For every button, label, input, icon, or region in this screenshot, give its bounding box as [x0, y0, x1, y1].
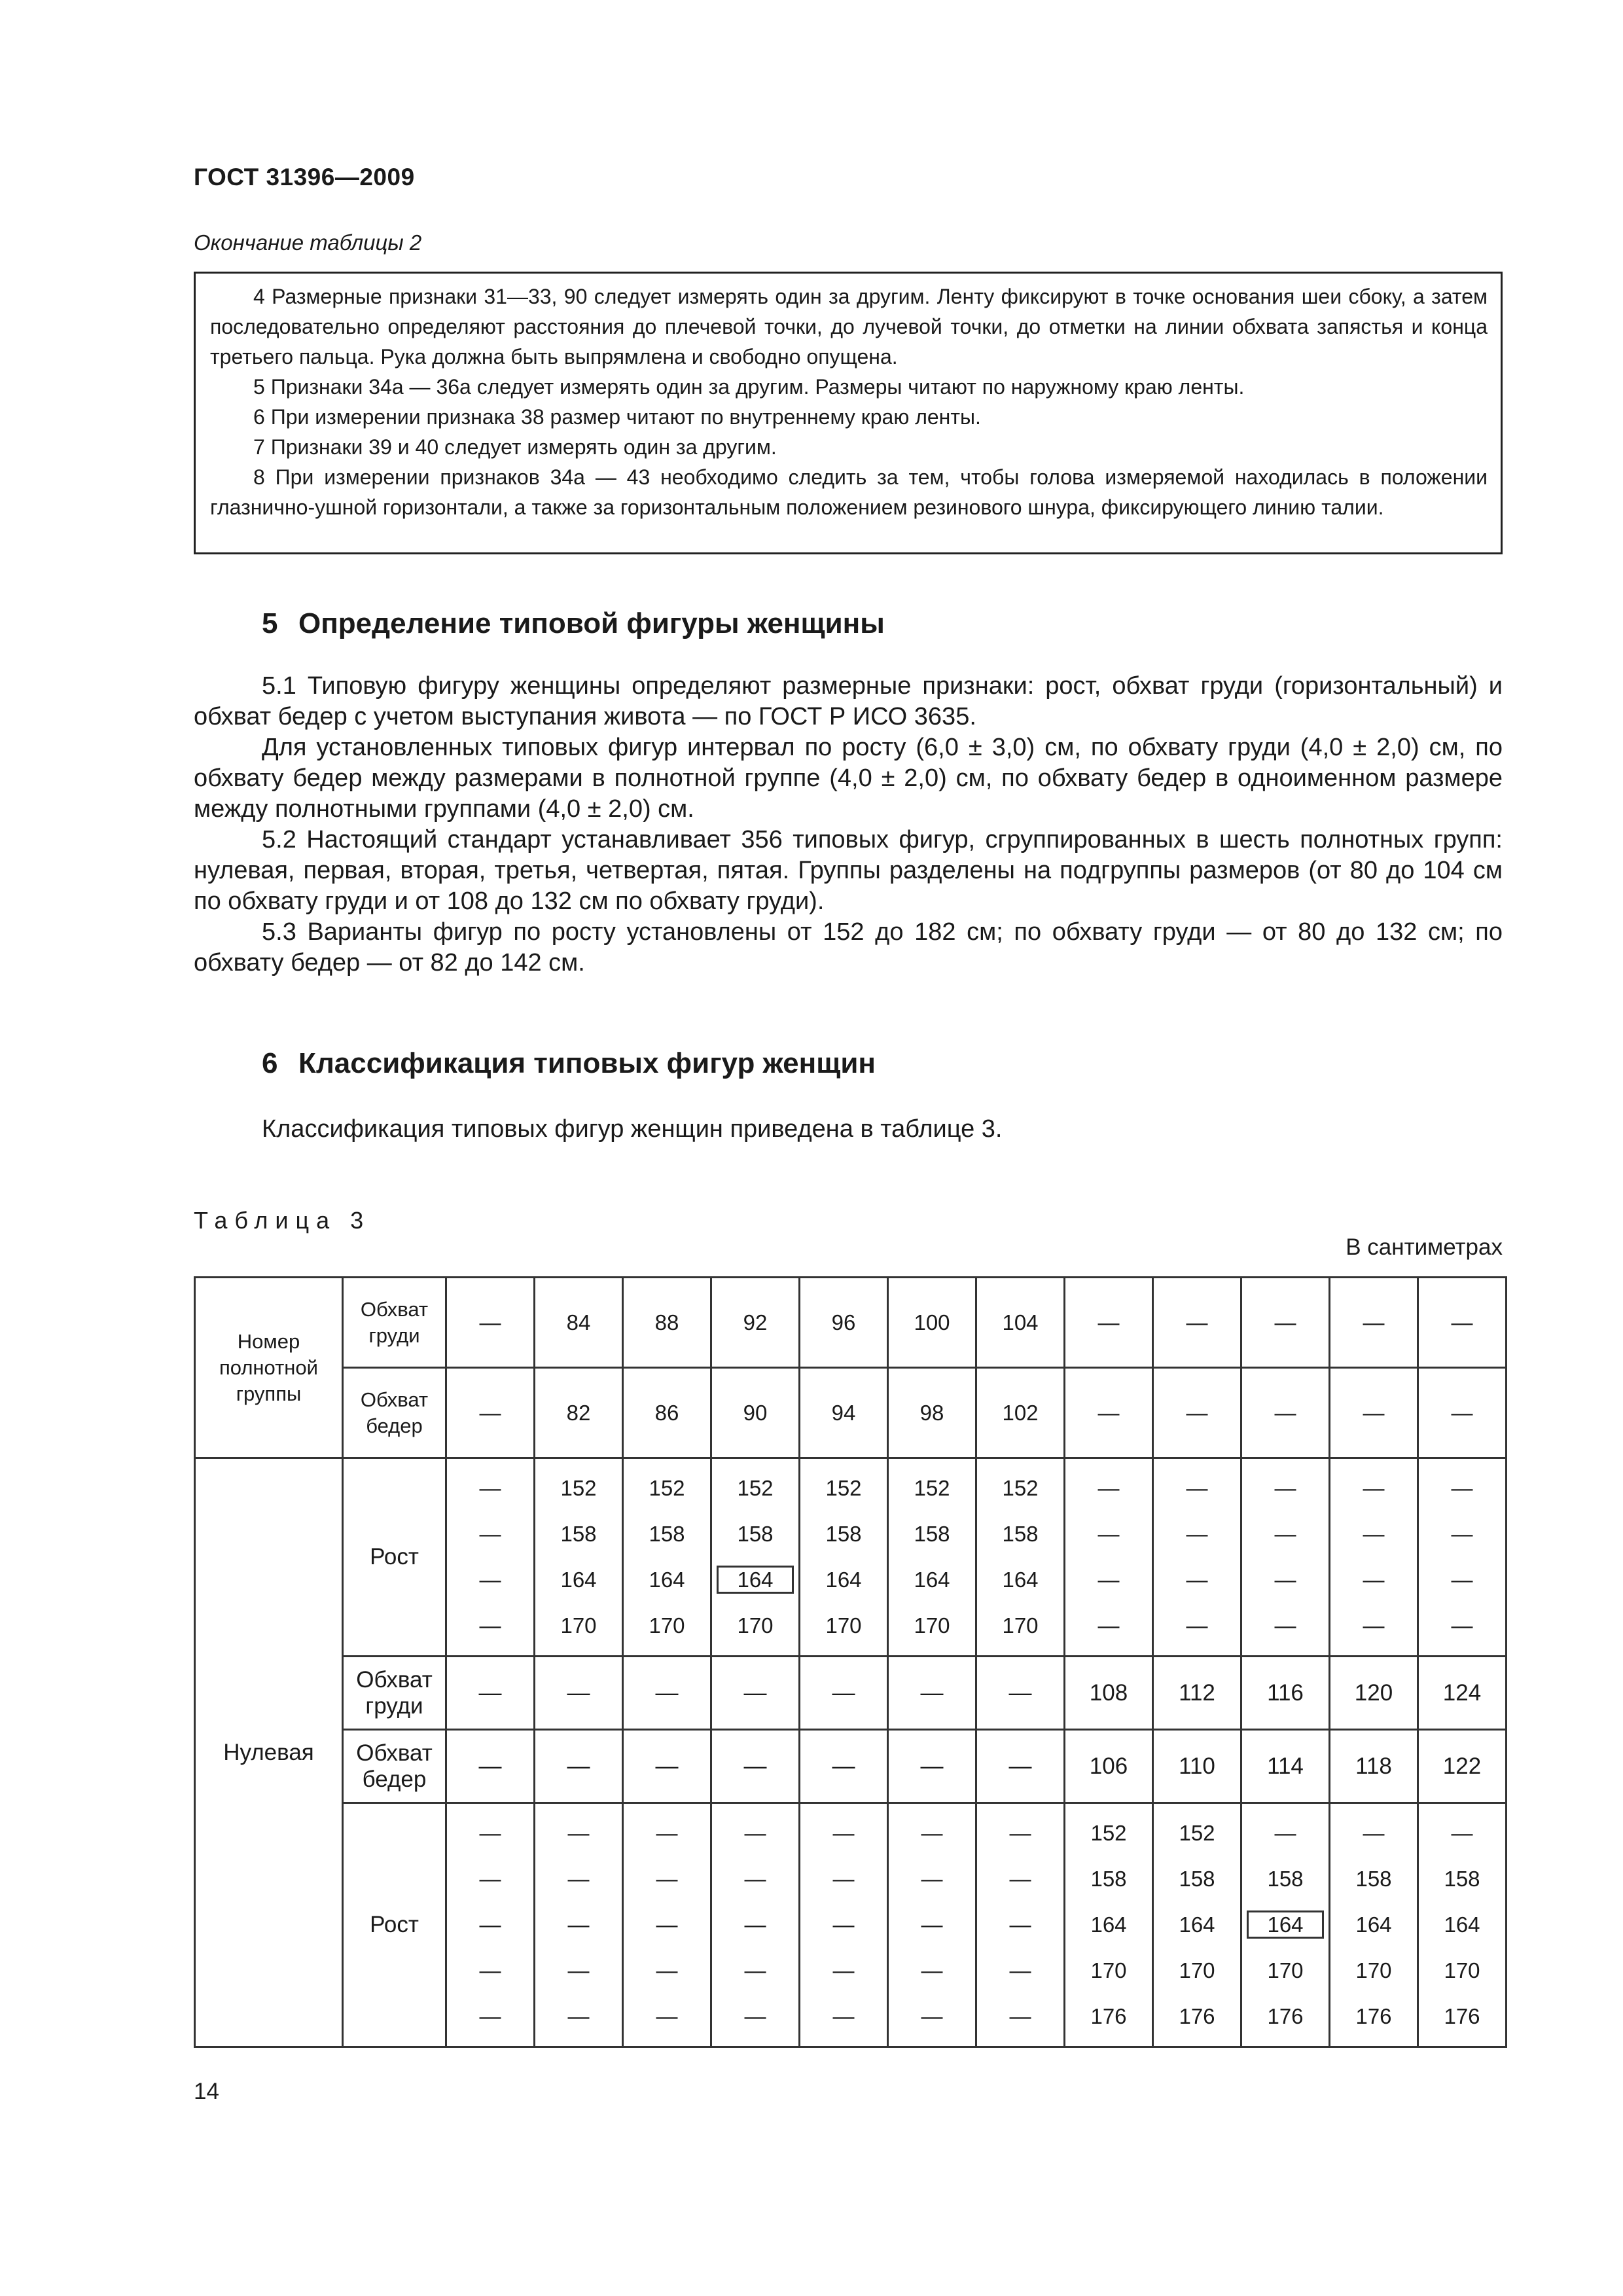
hips-label-cell: Обхват бедер: [343, 1730, 446, 1803]
height-value: 152: [825, 1476, 862, 1500]
height-value: —: [1097, 1568, 1120, 1592]
height-values-cell: [711, 1458, 800, 1657]
height-value: —: [1451, 1821, 1473, 1845]
chest-value-cell: —: [1418, 1278, 1507, 1368]
block1-heights-row: [195, 1458, 1507, 1657]
chest-label-cell: Обхват груди: [343, 1657, 446, 1730]
height-values-cell: [1241, 1458, 1330, 1657]
height-value: —: [1274, 1476, 1296, 1500]
height-label-cell: Рост: [343, 1803, 446, 2047]
height-value: 170: [560, 1613, 597, 1638]
hips-value-cell: 90: [711, 1368, 800, 1458]
height-value: —: [1451, 1476, 1473, 1500]
hips-value-cell: —: [888, 1730, 976, 1803]
chest-value-cell: 100: [888, 1278, 976, 1368]
hips-value-cell: 98: [888, 1368, 976, 1458]
height-value: —: [921, 1958, 943, 1982]
height-value: —: [1009, 1867, 1031, 1891]
height-value: —: [479, 1568, 501, 1592]
hips-value-cell: 102: [976, 1368, 1065, 1458]
page-number: 14: [194, 2079, 219, 2104]
chest-value-cell: —: [446, 1657, 535, 1730]
table-label: Таблица 3: [194, 1207, 371, 1234]
height-value: —: [656, 1958, 678, 1982]
height-value: —: [567, 1958, 590, 1982]
block2-heights-row: [195, 1803, 1507, 2047]
hips-value-cell: —: [1241, 1368, 1330, 1458]
height-value: —: [1274, 1613, 1296, 1638]
chest-value-cell: 92: [711, 1278, 800, 1368]
group-name-cell: Нулевая: [195, 1458, 343, 2047]
height-value: 158: [1002, 1522, 1039, 1546]
chest-value-cell: 116: [1241, 1657, 1330, 1730]
height-value: 158: [737, 1522, 774, 1546]
height-values-cell: [1153, 1803, 1241, 2047]
height-values-cell: [623, 1803, 711, 2047]
height-values-cell: [446, 1803, 535, 2047]
chest-value-cell: 88: [623, 1278, 711, 1368]
height-value: 158: [1355, 1867, 1392, 1891]
paragraph: 5.1 Типовую фигуру женщины определяют размерные признаки: рост, обхват груди (горизонтальный) и обхват бедер с учетом выступания живота — по ГОСТ Р ИСО 3635.: [194, 672, 1503, 730]
header-row-chest: [195, 1278, 1507, 1368]
height-value: 158: [1444, 1867, 1480, 1891]
height-values-cell: [535, 1803, 623, 2047]
chest-value-cell: —: [888, 1657, 976, 1730]
chest-value-cell: 120: [1330, 1657, 1418, 1730]
height-value: —: [1009, 1821, 1031, 1845]
height-values-cell: [800, 1803, 888, 2047]
height-value: 164: [717, 1566, 793, 1594]
height-value: 176: [1444, 2004, 1480, 2028]
hips-value-cell: 82: [535, 1368, 623, 1458]
hips-value-cell: —: [535, 1730, 623, 1803]
height-value: 158: [649, 1522, 685, 1546]
height-label-cell: Рост: [343, 1458, 446, 1657]
height-value: —: [1363, 1613, 1385, 1638]
document-id-header: ГОСТ 31396—2009: [194, 164, 415, 190]
height-value: —: [1186, 1568, 1208, 1592]
height-values-cell: [1330, 1458, 1418, 1657]
height-values-cell: [711, 1803, 800, 2047]
chest-value-cell: 96: [800, 1278, 888, 1368]
height-value: 164: [1179, 1912, 1215, 1937]
height-value: —: [832, 1821, 855, 1845]
height-values-cell: [535, 1458, 623, 1657]
table-3: [194, 1276, 1507, 2048]
height-value: 176: [1090, 2004, 1127, 2028]
height-value: —: [1097, 1522, 1120, 1546]
hips-value-cell: 106: [1065, 1730, 1153, 1803]
height-value: 170: [737, 1613, 774, 1638]
chest-value-cell: —: [1330, 1278, 1418, 1368]
height-value: —: [567, 1867, 590, 1891]
height-value: —: [1097, 1613, 1120, 1638]
height-value: 152: [649, 1476, 685, 1500]
hips-value-cell: —: [976, 1730, 1065, 1803]
height-value: —: [1274, 1522, 1296, 1546]
chest-value-cell: —: [1065, 1278, 1153, 1368]
height-value: 158: [1179, 1867, 1215, 1891]
height-value: 164: [1355, 1912, 1392, 1937]
height-value: —: [744, 1958, 766, 1982]
height-value: —: [656, 2004, 678, 2028]
chest-label-cell: Обхват груди: [343, 1278, 446, 1368]
height-value: 170: [1355, 1958, 1392, 1982]
height-value: —: [744, 1821, 766, 1845]
height-value: 170: [649, 1613, 685, 1638]
section-6-body: [194, 1114, 1503, 1145]
block2-hips-row: [195, 1730, 1507, 1803]
height-value: —: [1274, 1568, 1296, 1592]
hips-value-cell: 118: [1330, 1730, 1418, 1803]
height-value: —: [479, 1958, 501, 1982]
height-value: 164: [649, 1568, 685, 1592]
height-value: 164: [1090, 1912, 1127, 1937]
hips-value-cell: 94: [800, 1368, 888, 1458]
height-value: —: [479, 2004, 501, 2028]
height-value: —: [479, 1821, 501, 1845]
note-item: 4 Размерные признаки 31—33, 90 следует измерять один за другим. Ленту фиксируют в точке основания шеи сбоку, а затем последовательно определяют расстояния до плечевой точки, до лучевой точки, до отметки на линии обхвата запястья и конца третьего пальца. Рука должна быть выпрямлена и свободно опущена.: [210, 285, 1488, 368]
hips-value-cell: —: [711, 1730, 800, 1803]
height-value: —: [744, 1867, 766, 1891]
section-number: 5: [262, 607, 278, 639]
height-value: —: [832, 1867, 855, 1891]
height-value: —: [656, 1912, 678, 1937]
height-value: 158: [560, 1522, 597, 1546]
height-value: —: [832, 1912, 855, 1937]
height-value: 176: [1267, 2004, 1304, 2028]
notes-box: [194, 272, 1503, 554]
hips-value-cell: 114: [1241, 1730, 1330, 1803]
height-value: —: [921, 2004, 943, 2028]
height-value: 164: [1002, 1568, 1039, 1592]
height-value: —: [1363, 1522, 1385, 1546]
height-value: 152: [1090, 1821, 1127, 1845]
chest-value-cell: 124: [1418, 1657, 1507, 1730]
height-values-cell: [888, 1803, 976, 2047]
height-value: —: [1451, 1568, 1473, 1592]
height-values-cell: [976, 1803, 1065, 2047]
height-values-cell: [1418, 1803, 1507, 2047]
height-values-cell: [1241, 1803, 1330, 2047]
height-value: 170: [1002, 1613, 1039, 1638]
height-value: —: [1009, 1958, 1031, 1982]
note-item: 8 При измерении признаков 34а — 43 необходимо следить за тем, чтобы голова измеряемой находилась в положении глазнично-ушной горизонтали, а также за горизонтальным положением резинового шнура, фиксирующего линию талии.: [210, 465, 1488, 519]
height-value: —: [567, 2004, 590, 2028]
height-value: —: [1186, 1613, 1208, 1638]
height-value: —: [1186, 1476, 1208, 1500]
height-value: —: [1274, 1821, 1296, 1845]
chest-value-cell: 108: [1065, 1657, 1153, 1730]
height-value: —: [1097, 1476, 1120, 1500]
height-values-cell: [1418, 1458, 1507, 1657]
chest-value-cell: 104: [976, 1278, 1065, 1368]
hips-value-cell: —: [446, 1368, 535, 1458]
chest-value-cell: —: [711, 1657, 800, 1730]
height-value: 170: [825, 1613, 862, 1638]
height-value: 170: [1179, 1958, 1215, 1982]
height-value: —: [479, 1867, 501, 1891]
section-6-heading: [262, 1047, 876, 1080]
height-value: —: [567, 1912, 590, 1937]
height-value: —: [1451, 1613, 1473, 1638]
height-value: 176: [1355, 2004, 1392, 2028]
height-value: 170: [914, 1613, 950, 1638]
chest-value-cell: —: [535, 1657, 623, 1730]
hips-value-cell: 122: [1418, 1730, 1507, 1803]
chest-value-cell: 84: [535, 1278, 623, 1368]
height-value: 158: [1090, 1867, 1127, 1891]
height-value: 158: [1267, 1867, 1304, 1891]
hips-value-cell: —: [1330, 1368, 1418, 1458]
height-value: 170: [1444, 1958, 1480, 1982]
height-value: —: [1363, 1821, 1385, 1845]
hips-value-cell: —: [1065, 1368, 1153, 1458]
height-values-cell: [1153, 1458, 1241, 1657]
height-value: 152: [737, 1476, 774, 1500]
height-value: —: [656, 1867, 678, 1891]
note-item: 5 Признаки 34а — 36а следует измерять один за другим. Размеры читают по наружному краю ленты.: [253, 375, 1245, 399]
height-value: 164: [560, 1568, 597, 1592]
height-value: 164: [914, 1568, 950, 1592]
height-value: 164: [825, 1568, 862, 1592]
height-value: —: [832, 2004, 855, 2028]
height-values-cell: [1065, 1458, 1153, 1657]
header-row-hips: [195, 1368, 1507, 1458]
height-value: —: [921, 1821, 943, 1845]
height-value: 152: [1002, 1476, 1039, 1500]
paragraph: 5.2 Настоящий стандарт устанавливает 356 типовых фигур, сгруппированных в шесть полнотных групп: нулевая, первая, вторая, третья, четвертая, пятая. Группы разделены на подгруппы размеров (от 80 до 104 см по обхвату груди и от 108 до 132 см по обхвату груди).: [194, 826, 1503, 915]
height-value: 152: [1179, 1821, 1215, 1845]
height-value: —: [1186, 1522, 1208, 1546]
height-value: —: [479, 1522, 501, 1546]
group-header-cell: Номер полнотной группы: [195, 1278, 343, 1458]
chest-value-cell: —: [1241, 1278, 1330, 1368]
height-value: —: [567, 1821, 590, 1845]
height-value: —: [921, 1912, 943, 1937]
height-value: 170: [1090, 1958, 1127, 1982]
chest-value-cell: —: [1153, 1278, 1241, 1368]
height-value: —: [744, 2004, 766, 2028]
height-value: —: [832, 1958, 855, 1982]
height-value: 158: [825, 1522, 862, 1546]
chest-value-cell: 112: [1153, 1657, 1241, 1730]
height-values-cell: [888, 1458, 976, 1657]
height-value: —: [479, 1613, 501, 1638]
hips-value-cell: —: [800, 1730, 888, 1803]
block2-chest-row: [195, 1657, 1507, 1730]
height-value: —: [656, 1821, 678, 1845]
hips-value-cell: —: [1418, 1368, 1507, 1458]
height-values-cell: [1065, 1803, 1153, 2047]
hips-value-cell: —: [446, 1730, 535, 1803]
paragraph: 5.3 Варианты фигур по росту установлены от 152 до 182 см; по обхвату груди — от 80 до 132 см; по обхвату бедер — от 82 до 142 см.: [194, 918, 1503, 977]
height-value: —: [921, 1867, 943, 1891]
height-value: —: [479, 1476, 501, 1500]
hips-value-cell: —: [623, 1730, 711, 1803]
chest-value-cell: —: [976, 1657, 1065, 1730]
height-value: —: [1451, 1522, 1473, 1546]
chest-value-cell: —: [623, 1657, 711, 1730]
section-title: Классификация типовых фигур женщин: [298, 1047, 876, 1079]
height-value: —: [744, 1912, 766, 1937]
height-value: —: [1009, 1912, 1031, 1937]
height-value: —: [479, 1912, 501, 1937]
hips-value-cell: —: [1153, 1368, 1241, 1458]
height-value: —: [1009, 2004, 1031, 2028]
height-values-cell: [1330, 1803, 1418, 2047]
chest-value-cell: —: [446, 1278, 535, 1368]
height-value: 170: [1267, 1958, 1304, 1982]
height-value: 176: [1179, 2004, 1215, 2028]
section-title: Определение типовой фигуры женщины: [298, 607, 885, 639]
height-values-cell: [623, 1458, 711, 1657]
height-values-cell: [446, 1458, 535, 1657]
height-value: 164: [1444, 1912, 1480, 1937]
paragraph: Для установленных типовых фигур интервал по росту (6,0 ± 3,0) см, по обхвату груди (4,0 ± 2,0) см, по обхвату бедер между размерами в полнотной группе (4,0 ± 2,0) см, по обхвату бедер в одноименном размере между полнотными группами (4,0 ± 2,0) см.: [194, 734, 1503, 823]
chest-value-cell: —: [800, 1657, 888, 1730]
height-value: 164: [1247, 1910, 1323, 1939]
hips-value-cell: 86: [623, 1368, 711, 1458]
section-5-heading: [262, 607, 885, 640]
height-values-cell: [800, 1458, 888, 1657]
table-continuation-caption: Окончание таблицы 2: [194, 230, 422, 255]
paragraph: Классификация типовых фигур женщин приведена в таблице 3.: [262, 1115, 1003, 1143]
height-value: —: [1363, 1476, 1385, 1500]
hips-label-cell: Обхват бедер: [343, 1368, 446, 1458]
note-item: 6 При измерении признака 38 размер читают по внутреннему краю ленты.: [253, 405, 981, 429]
height-value: 158: [914, 1522, 950, 1546]
height-value: —: [1363, 1568, 1385, 1592]
height-value: 152: [560, 1476, 597, 1500]
hips-value-cell: 110: [1153, 1730, 1241, 1803]
section-number: 6: [262, 1047, 278, 1079]
section-5-body: [194, 671, 1503, 978]
note-item: 7 Признаки 39 и 40 следует измерять один за другим.: [253, 435, 777, 459]
height-values-cell: [976, 1458, 1065, 1657]
table-units: В сантиметрах: [1346, 1234, 1503, 1260]
height-value: 152: [914, 1476, 950, 1500]
